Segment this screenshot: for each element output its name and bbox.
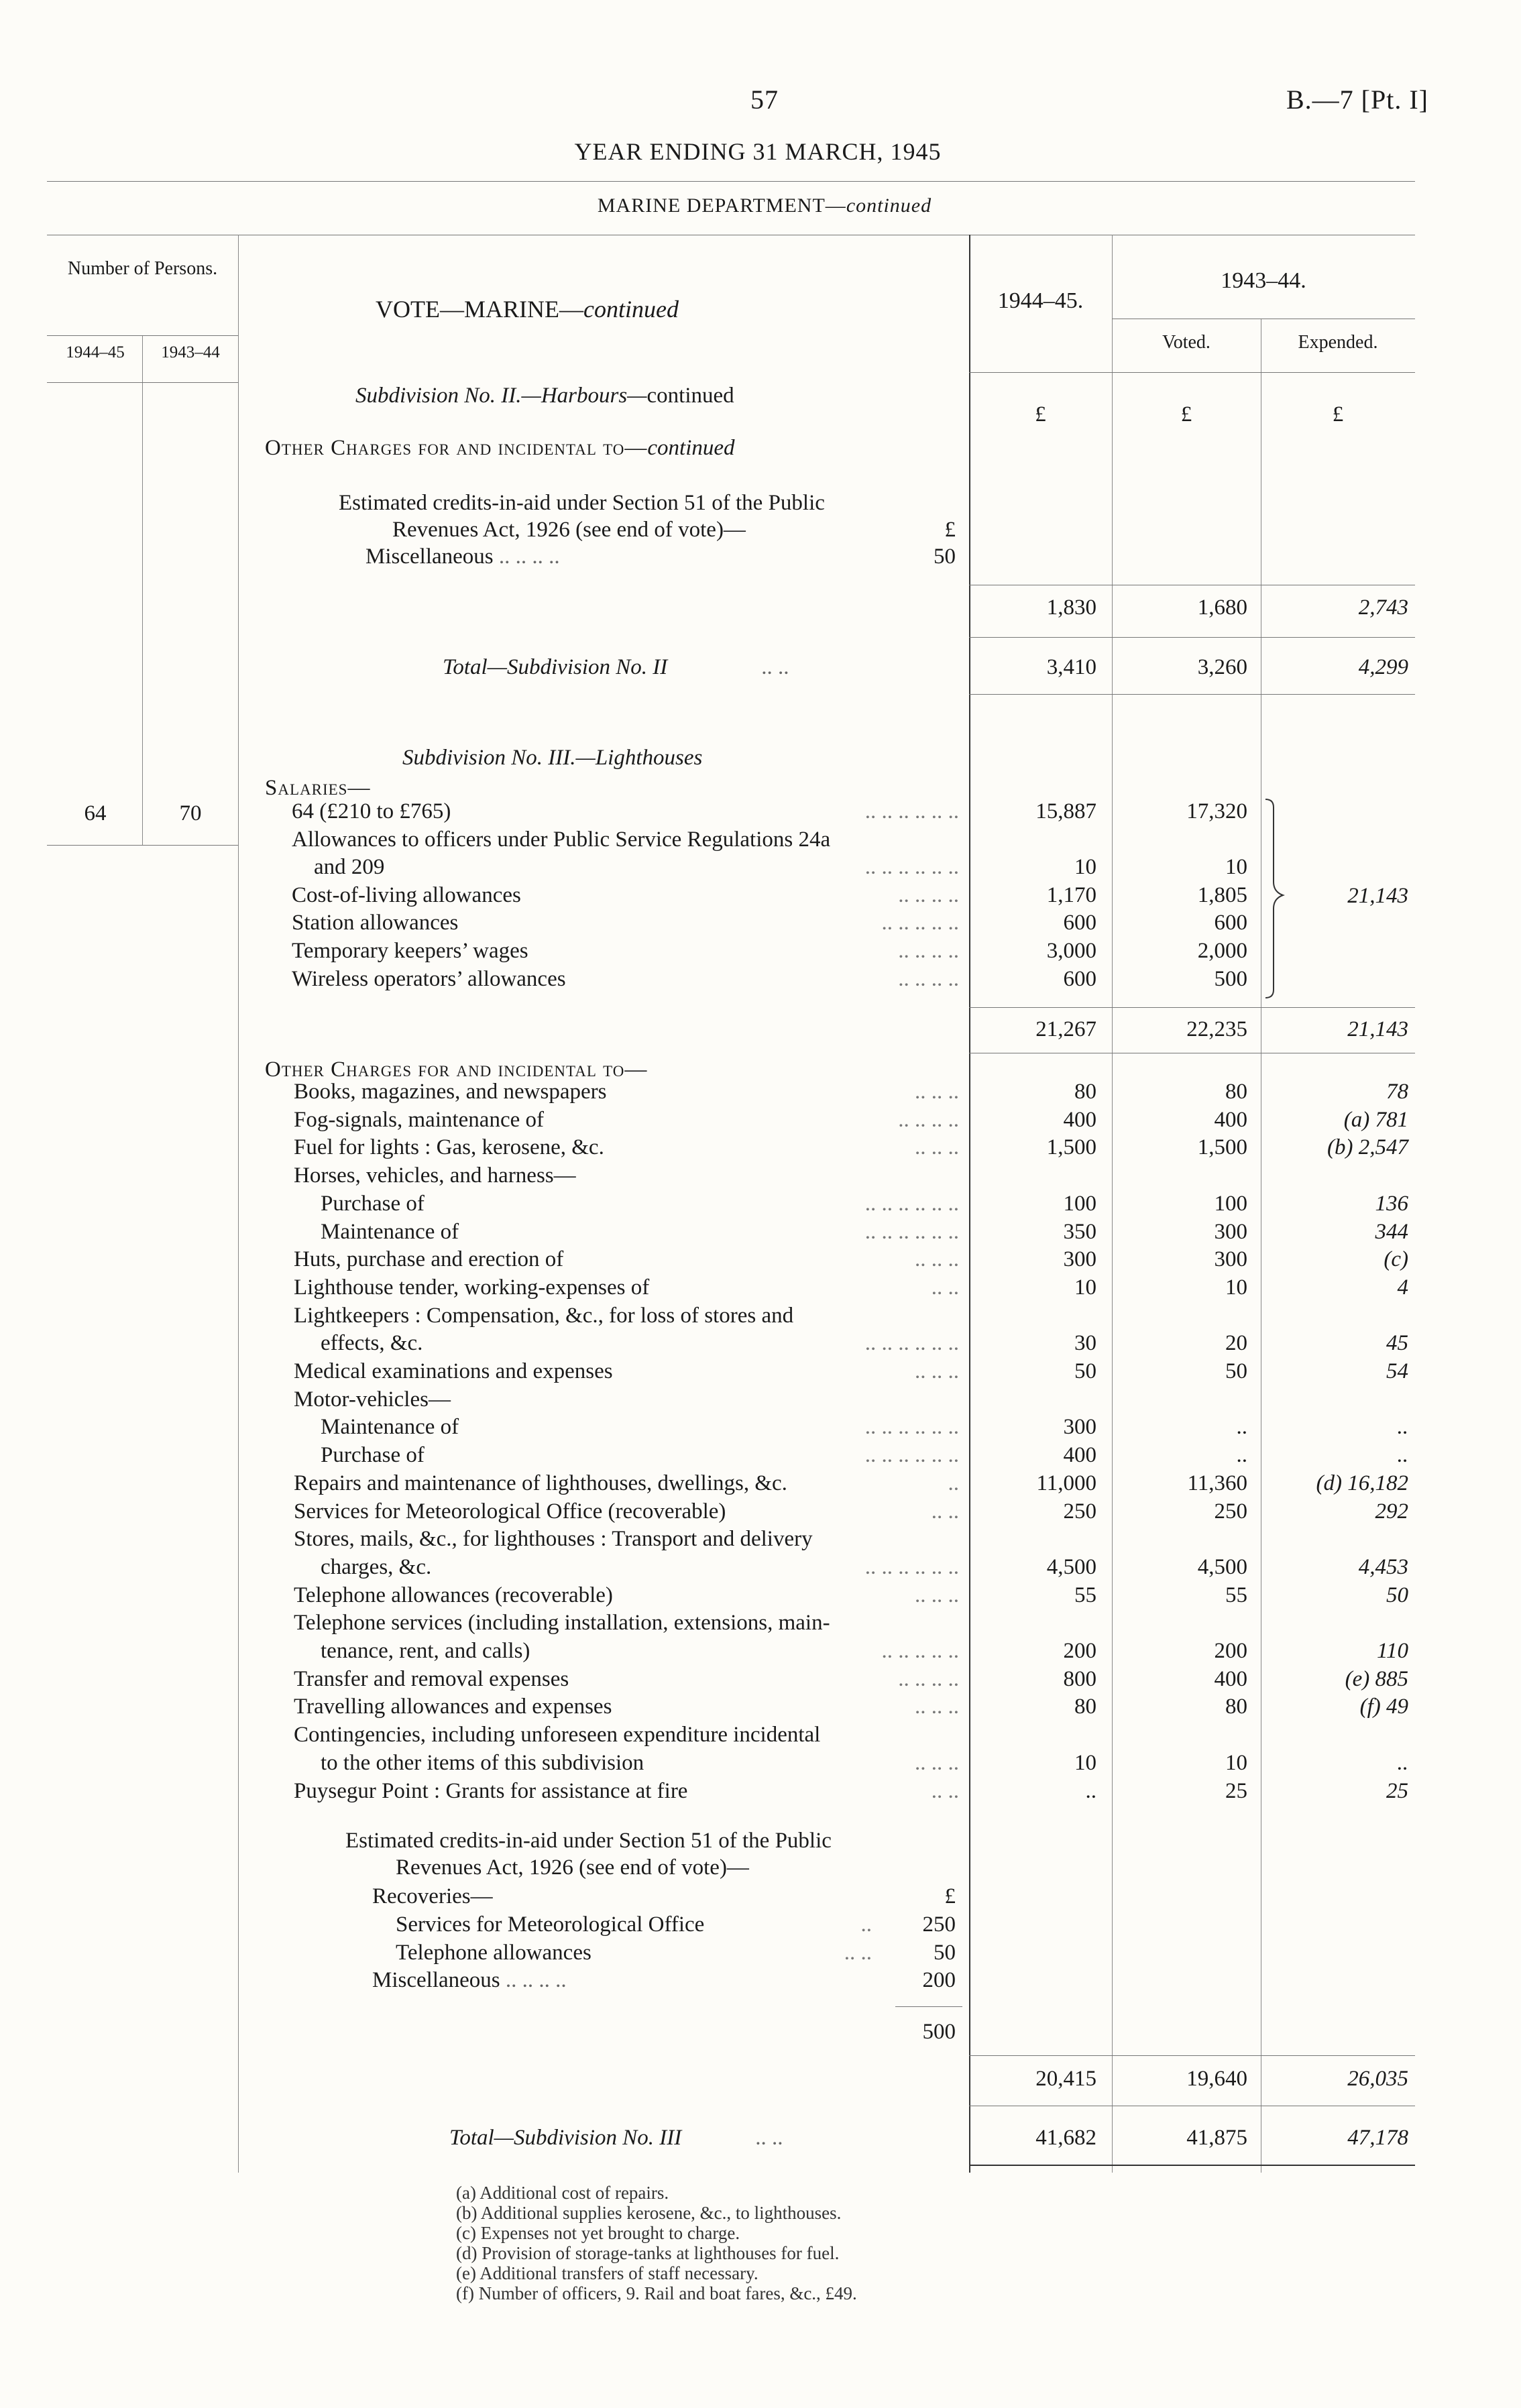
recovery-row-leader: .. [860,1912,872,1937]
charge-row-label: Maintenance of [321,1415,459,1439]
charge-row-expended: (d) 16,182 [1316,1471,1408,1495]
charge-row-1944: 10 [1074,1751,1096,1775]
charge-row-expended: .. [1397,1751,1408,1775]
col-expended-header: Expended. [1298,332,1378,353]
charge-row-voted: 300 [1214,1247,1247,1271]
charge-row-leader: .. .. .. .. .. .. [864,1415,959,1439]
charge-row-leader: .. .. .. .. .. .. [864,1220,959,1244]
sub2-total-voted: 3,260 [1197,655,1247,679]
footnote: (b) Additional supplies kerosene, &c., to lighthouses. [456,2203,842,2223]
charge-row-voted: 400 [1214,1667,1247,1691]
charge-row-1944: 50 [1074,1359,1096,1383]
charge-row-voted: 10 [1225,1275,1247,1300]
amounts-header-rule [969,372,1415,373]
charge-row-expended: 25 [1386,1779,1408,1803]
footnote: (d) Provision of storage-tanks at lighthouses for fuel. [456,2243,840,2263]
charge-row-1944: 200 [1063,1639,1096,1663]
sub2-total-1944: 3,410 [1046,655,1096,679]
charge-row-1944: 55 [1074,1583,1096,1607]
sub3-rule-3 [969,2165,1415,2166]
salary-row-voted: 1,805 [1197,883,1247,907]
charge-row-leader: .. .. .. .. .. .. [864,1331,959,1355]
charge-row-expended: (b) 2,547 [1327,1135,1408,1159]
charge-row-1944: 300 [1063,1247,1096,1271]
footnote: (a) Additional cost of repairs. [456,2183,669,2203]
charge-row-leader: .. .. .. [915,1359,959,1383]
sub2-subtotal-1944: 1,830 [1046,595,1096,620]
sub2-misc-amount: 50 [934,544,956,569]
charge-row-1944: 4,500 [1046,1555,1096,1579]
charge-row-leader: .. .. [931,1275,959,1300]
salary-row-label: Cost-of-living allowances [292,883,521,907]
footnote: (c) Expenses not yet brought to charge. [456,2223,740,2243]
sub2-rule-3 [969,694,1415,695]
sub3-subtotal-voted: 19,640 [1186,2067,1247,2091]
charge-row-voted: 400 [1214,1108,1247,1132]
document-reference: B.—7 [Pt. I] [1286,84,1428,115]
salary-row-label: Temporary keepers’ wages [292,939,528,963]
recoveries-heading: Recoveries— [372,1884,493,1908]
charge-row-label: Travelling allowances and expenses [294,1695,612,1719]
recovery-row-amount: 250 [922,1912,956,1937]
salary-row-label: Wireless operators’ allowances [292,967,566,991]
charge-row-label: tenance, rent, and calls) [321,1639,530,1663]
charge-row-voted: 1,500 [1197,1135,1247,1159]
charge-row-leader: .. .. .. .. .. .. [864,1443,959,1467]
persons-1943-value: 70 [179,801,202,825]
recovery-row-amount: 50 [934,1941,956,1965]
sub2-total-expended: 4,299 [1358,655,1408,679]
charge-row-voted: 50 [1225,1359,1247,1383]
charge-row-leader: .. .. .. .. .. .. [864,1192,959,1216]
charge-row-expended: 136 [1375,1192,1408,1216]
sub3-total-1944: 41,682 [1035,2126,1096,2150]
sub2-rule-2 [969,637,1415,638]
charge-row-label: Repairs and maintenance of lighthouses, dwellings, &c. [294,1471,787,1495]
charge-row-leader: .. .. .. .. [898,1108,959,1132]
charge-row-voted: .. [1236,1443,1247,1467]
charge-row-leader: .. .. .. [915,1751,959,1775]
sub3-credits-total: 500 [922,2020,956,2044]
salary-row-1944: 10 [1074,855,1096,879]
charge-row-label: Books, magazines, and newspapers [294,1080,607,1104]
charge-row-label: Services for Meteorological Office (recoverable) [294,1499,726,1524]
sub2-heading: Subdivision No. II.—Harbours—continued [355,384,734,408]
sub3-credits-line1: Estimated credits-in-aid under Section 51 of the Public [345,1829,832,1853]
charge-row-1944: 80 [1074,1695,1096,1719]
charge-row-label: Horses, vehicles, and harness— [294,1163,576,1188]
charge-row-1944: 400 [1063,1443,1096,1467]
sub2-subtotal-voted: 1,680 [1197,595,1247,620]
charge-row-expended: 4 [1397,1275,1408,1300]
persons-header-rule [47,335,238,336]
pound-voted: £ [1180,402,1192,426]
charge-row-label: Telephone allowances (recoverable) [294,1583,613,1607]
charge-row-voted: 20 [1225,1331,1247,1355]
salary-row-1944: 15,887 [1035,799,1096,823]
charge-row-voted: 25 [1225,1779,1247,1803]
charge-row-expended: .. [1397,1415,1408,1439]
salary-row-1944: 3,000 [1046,939,1096,963]
col-1944-header: 1944–45. [997,288,1084,313]
charge-row-expended: (e) 885 [1345,1667,1408,1691]
salary-row-1944: 600 [1063,967,1096,991]
recovery-row-label: Services for Meteorological Office [396,1912,705,1937]
charge-row-expended: 4,453 [1358,1555,1408,1579]
sub2-credits-line1: Estimated credits-in-aid under Section 51 of the Public [339,491,825,515]
charge-row-expended: 45 [1386,1331,1408,1355]
charge-row-label: Purchase of [321,1443,425,1467]
charge-row-label: Puysegur Point : Grants for assistance at fire [294,1779,688,1803]
charge-row-1944: 1,500 [1046,1135,1096,1159]
persons-1944-value: 64 [84,801,107,825]
charge-row-label: charges, &c. [321,1555,432,1579]
salary-row-voted: 2,000 [1197,939,1247,963]
charge-row-leader: .. .. .. .. .. .. [864,1555,959,1579]
salary-row-voted: 17,320 [1186,799,1247,823]
charge-row-1944: 350 [1063,1220,1096,1244]
salary-row-label: Station allowances [292,911,459,935]
charge-row-label: Transfer and removal expenses [294,1667,569,1691]
charge-row-1944: 80 [1074,1080,1096,1104]
vote-heading: VOTE—MARINE—continued [376,296,679,323]
charge-row-expended: 292 [1375,1499,1408,1524]
persons-bottom-rule [47,845,238,846]
salary-row-voted: 600 [1214,911,1247,935]
persons-year-1944: 1944–45 [66,343,125,361]
salary-row-label: and 209 [314,855,385,879]
charge-row-voted: .. [1236,1415,1247,1439]
salary-row-leader: .. .. .. .. [898,967,959,991]
salary-row-voted: 500 [1214,967,1247,991]
charge-row-expended: 78 [1386,1080,1408,1104]
charge-row-expended: 110 [1376,1639,1408,1663]
sub3-subtotal-expended: 26,035 [1347,2067,1408,2091]
salary-row-leader: .. .. .. .. .. .. [864,855,959,879]
salary-row-leader: .. .. .. .. .. [881,911,959,935]
charge-row-voted: 4,500 [1197,1555,1247,1579]
footnote: (e) Additional transfers of staff necessary. [456,2263,758,2283]
sub2-credits-line2: Revenues Act, 1926 (see end of vote)— [392,518,746,542]
charge-row-label: Motor-vehicles— [294,1387,451,1412]
sub3-credits-line2: Revenues Act, 1926 (see end of vote)— [396,1855,749,1880]
charge-row-1944: 100 [1063,1192,1096,1216]
charge-row-label: Lighthouse tender, working-expenses of [294,1275,650,1300]
charge-row-voted: 55 [1225,1583,1247,1607]
department-title: MARINE DEPARTMENT—continued [597,194,932,217]
charge-row-voted: 100 [1214,1192,1247,1216]
top-rule [47,181,1415,182]
charge-row-leader: .. .. .. [915,1135,959,1159]
salary-bracket-expended: 21,143 [1347,884,1408,908]
sub3-misc-amount: 200 [922,1968,956,1992]
charge-row-label: Medical examinations and expenses [294,1359,613,1383]
persons-mid-divider [142,335,143,845]
charge-row-1944: .. [1085,1779,1096,1803]
charge-row-leader: .. .. .. [915,1695,959,1719]
charge-row-voted: 10 [1225,1751,1247,1775]
year-title: YEAR ENDING 31 MARCH, 1945 [574,138,942,165]
charge-row-voted: 300 [1214,1220,1247,1244]
charge-row-label: Fog-signals, maintenance of [294,1108,544,1132]
col-1943-header: 1943–44. [1221,268,1306,293]
charge-row-expended: 50 [1386,1583,1408,1607]
charge-row-voted: 200 [1214,1639,1247,1663]
sub3-misc-label: Miscellaneous .. .. .. .. [372,1968,567,1992]
charge-row-label: Maintenance of [321,1220,459,1244]
charge-row-label: Purchase of [321,1192,425,1216]
charge-row-leader: .. .. .. .. [898,1667,959,1691]
charge-row-label: to the other items of this subdivision [321,1751,644,1775]
pound-expended: £ [1332,402,1344,426]
charge-row-1944: 30 [1074,1331,1096,1355]
sub3-total-voted: 41,875 [1186,2126,1247,2150]
persons-year-1943: 1943–44 [161,343,220,361]
charge-row-label: effects, &c. [321,1331,423,1355]
sub2-total-label: Total—Subdivision No. II .. .. [443,655,789,679]
salary-row-1944: 600 [1063,911,1096,935]
charge-row-label: Contingencies, including unforeseen expenditure incidental [294,1723,821,1747]
charge-row-voted: 80 [1225,1080,1247,1104]
sub3-subtotal-1944: 20,415 [1035,2067,1096,2091]
sub3-salaries-heading: Salaries— [265,776,371,800]
charge-row-label: Lightkeepers : Compensation, &c., for loss of stores and [294,1304,794,1328]
charge-row-leader: .. .. [931,1779,959,1803]
sub3-rule-1 [969,2055,1415,2056]
sub2-misc-label: Miscellaneous .. .. .. .. [365,544,560,569]
recovery-row-leader: .. .. [844,1941,872,1965]
sub3-total-expended: 47,178 [1347,2126,1408,2150]
charge-row-voted: 11,360 [1187,1471,1247,1495]
charge-row-label: Stores, mails, &c., for lighthouses : Transport and delivery [294,1527,813,1551]
salary-row-voted: 10 [1225,855,1247,879]
salary-row-label: Allowances to officers under Public Service Regulations 24a [292,827,831,852]
persons-subheader-rule [47,382,238,383]
charge-row-label: Telephone services (including installation, extensions, main- [294,1611,830,1635]
charge-row-expended: (c) [1384,1247,1408,1271]
col-voted-header: Voted. [1162,332,1210,353]
pound-1944: £ [1035,402,1046,426]
charge-row-1944: 400 [1063,1108,1096,1132]
salary-rule [969,1007,1415,1008]
sub3-total-label: Total—Subdivision No. III .. .. [449,2126,783,2150]
sub2-other-charges: Other Charges for and incidental to—continued [265,436,735,460]
charge-row-leader: .. .. .. [915,1080,959,1104]
sub2-credits-pound: £ [944,518,956,542]
charge-row-1944: 300 [1063,1415,1096,1439]
salary-row-1944: 1,170 [1046,883,1096,907]
persons-vote-divider [238,235,239,2173]
charge-row-expended: (f) 49 [1359,1695,1408,1719]
sub3-other-charges: Other Charges for and incidental to— [265,1057,648,1082]
charge-row-label: Fuel for lights : Gas, kerosene, &c. [294,1135,604,1159]
charge-row-1944: 800 [1063,1667,1096,1691]
charge-row-expended: 54 [1386,1359,1408,1383]
charge-row-leader: .. .. .. [915,1247,959,1271]
salary-row-label: 64 (£210 to £765) [292,799,451,823]
salary-row-leader: .. .. .. .. [898,883,959,907]
charge-row-expended: 344 [1375,1220,1408,1244]
salary-subtotal-1944: 21,267 [1035,1017,1096,1041]
charge-row-1944: 250 [1063,1499,1096,1524]
charge-row-1944: 10 [1074,1275,1096,1300]
charge-row-leader: .. .. .. .. .. [881,1639,959,1663]
sub3-credits-pound: £ [944,1884,956,1908]
charge-row-label: Huts, purchase and erection of [294,1247,564,1271]
persons-header: Number of Persons. [67,258,218,279]
sub2-subtotal-expended: 2,743 [1358,595,1408,620]
charge-row-expended: .. [1397,1443,1408,1467]
recovery-row-label: Telephone allowances [396,1941,592,1965]
charge-row-voted: 250 [1214,1499,1247,1524]
salary-subtotal-expended: 21,143 [1347,1017,1408,1041]
col1944-divider [1112,235,1113,2173]
page-number: 57 [750,84,779,115]
charge-row-leader: .. .. [931,1499,959,1524]
charge-row-leader: .. [948,1471,959,1495]
charge-row-voted: 80 [1225,1695,1247,1719]
charge-row-expended: (a) 781 [1343,1108,1408,1132]
salary-row-leader: .. .. .. .. .. .. [864,799,959,823]
salary-subtotal-voted: 22,235 [1186,1017,1247,1041]
salary-row-leader: .. .. .. .. [898,939,959,963]
credits-rule [895,2006,962,2007]
charge-row-leader: .. .. .. [915,1583,959,1607]
sub3-heading: Subdivision No. III.—Lighthouses [402,746,703,770]
footnote: (f) Number of officers, 9. Rail and boat fares, &c., £49. [456,2283,857,2303]
charge-row-1944: 11,000 [1036,1471,1096,1495]
